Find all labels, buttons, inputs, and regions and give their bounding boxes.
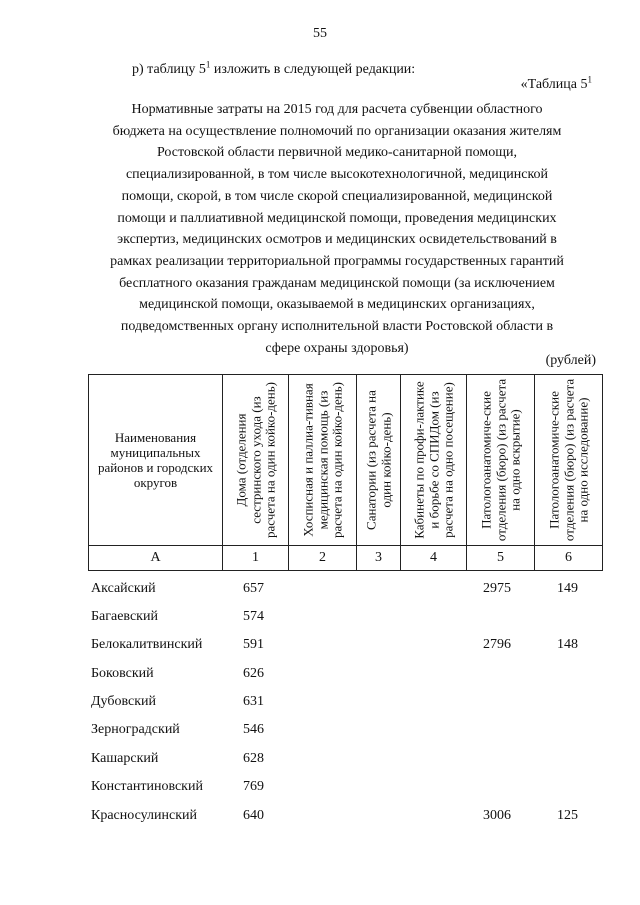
value-col-1: 574 (243, 609, 264, 624)
value-col-6: 149 (557, 581, 578, 596)
header-col-6-text: Патологоанатомиче-ские отделения (бюро) (из расчета на одно исследование) (545, 378, 590, 542)
col-number-cell: 4 (401, 546, 467, 571)
amendment-intro (132, 59, 416, 78)
district-name: Багаевский (91, 609, 158, 624)
table-row (0, 694, 640, 714)
value-col-1: 591 (243, 637, 264, 652)
title-line: специализированной, в том числе высокотехнологичной, медицинской (125, 167, 549, 183)
value-col-5: 2796 (483, 637, 511, 652)
header-col-1 (223, 375, 289, 546)
value-col-6: 148 (557, 637, 578, 652)
table-row (0, 751, 640, 771)
table-ref-superscript: 1 (587, 74, 592, 85)
table-reference (520, 74, 592, 93)
title-line: подведомственных органу исполнительной власти Ростовской области в (120, 319, 554, 335)
intro-text: р) таблицу 5 (132, 62, 206, 77)
district-name: Дубовский (91, 694, 157, 709)
value-col-1: 769 (243, 779, 264, 794)
table-row (0, 609, 640, 629)
col-number-cell: 6 (535, 546, 603, 571)
col-number-cell: 5 (467, 546, 535, 571)
header-col-6 (535, 375, 603, 546)
col-number-cell: 1 (223, 546, 289, 571)
table-title (96, 99, 578, 359)
value-col-1: 640 (243, 808, 264, 823)
header-col-1-text: Дома (отделения сестринского ухода (из расчета на один койко-день) (232, 381, 277, 539)
intro-tail: изложить в следующей редакции: (210, 62, 416, 77)
value-col-5: 2975 (483, 581, 511, 596)
header-col-5-text: Патологоанатомиче-ские отделения (бюро) (из расчета на одно вскрытие) (477, 378, 522, 542)
value-col-1: 628 (243, 751, 264, 766)
title-line: экспертиз, медицинских осмотров и медицинских освидетельствований в (117, 232, 557, 248)
header-col-4 (401, 375, 467, 546)
district-name: Красносулинский (91, 808, 197, 823)
header-name-cell (89, 375, 223, 546)
col-number-cell: А (89, 546, 223, 571)
title-line: помощи и паллиативной медицинской помощи, проведения медицинских (117, 210, 557, 226)
intro-superscript: 1 (205, 59, 211, 70)
title-line: медицинской помощи, оказываемой в медицинских организациях, (139, 297, 535, 313)
district-name: Зерноградский (91, 722, 180, 737)
table-row (0, 779, 640, 799)
value-col-1: 657 (243, 581, 264, 596)
title-line: Ростовской области первичной медико-санитарной помощи, (156, 145, 518, 161)
header-name-text: Наименования муниципальных районов и городских округов (97, 430, 214, 490)
district-name: Константиновский (91, 779, 203, 794)
title-line: бесплатного оказания гражданам медицинской помощи (за исключением (119, 275, 555, 291)
header-col-2-text: Хосписная и паллиа-тивная медицинская помощь (из расчета на один койко-день) (299, 381, 344, 539)
title-line: бюджета на осуществление полномочий по организации оказания жителям (112, 123, 562, 139)
title-line: сфере охраны здоровья) (265, 340, 409, 356)
table-row (0, 581, 640, 601)
value-col-5: 3006 (483, 808, 511, 823)
district-name: Боковский (91, 666, 154, 681)
district-name: Белокалитвинский (91, 637, 203, 652)
col-number-cell: 3 (357, 546, 401, 571)
value-col-1: 546 (243, 722, 264, 737)
title-line: помощи, скорой, в том числе скорой специализированной, медицинской (121, 188, 553, 204)
table-row (0, 666, 640, 686)
title-line: рамках реализации территориальной программы государственных гарантий (110, 253, 564, 269)
table-row (0, 637, 640, 657)
title-line: Нормативные затраты на 2015 год для расчета субвенции областного (131, 102, 543, 117)
header-col-3-text: Санатории (из расчета на один койко-день) (363, 390, 393, 530)
header-col-3 (357, 375, 401, 546)
header-col-4-text: Кабинеты по профи-лактике и борьбе со СПИДом (из расчета на одно посещение) (410, 381, 455, 539)
units-label: (рублей) (545, 353, 596, 368)
table-row (0, 808, 640, 828)
page-number: 55 (313, 26, 327, 41)
table-ref-text: «Таблица 5 (520, 77, 588, 92)
col-number-cell: 2 (289, 546, 357, 571)
header-col-2 (289, 375, 357, 546)
district-name: Аксайский (91, 581, 156, 596)
table-header (88, 374, 603, 571)
table-row (0, 722, 640, 742)
value-col-1: 631 (243, 694, 264, 709)
header-col-5 (467, 375, 535, 546)
district-name: Кашарский (91, 751, 159, 766)
value-col-1: 626 (243, 666, 264, 681)
column-number-row (89, 546, 603, 571)
value-col-6: 125 (557, 808, 578, 823)
